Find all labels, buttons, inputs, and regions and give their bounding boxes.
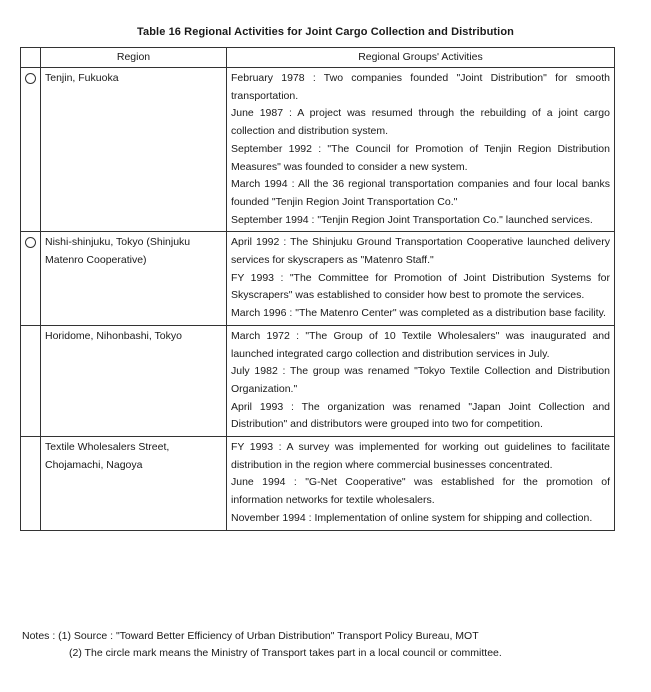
activity-date: April 1992 : xyxy=(231,236,287,249)
mark-cell xyxy=(21,325,41,436)
activity-entry xyxy=(231,439,610,474)
mark-cell xyxy=(21,232,41,326)
activity-text: "The Committee for Promotion of Joint Distribution Systems for Skyscrapers" was established to consider how best to promote the services. xyxy=(231,271,610,302)
activity-date: March 1994 : xyxy=(231,178,295,191)
activity-text: "The Group of 10 Textile Wholesalers" was inaugurated and launched integrated cargo collection and distribution services in July. xyxy=(231,329,610,360)
activity-date: April 1993 : xyxy=(231,400,294,413)
note-source: Notes : (1) Source : "Toward Better Efficiency of Urban Distribution" Transport Policy Bureau, MOT xyxy=(22,630,479,642)
activity-date: February 1978 : xyxy=(231,72,316,84)
activity-date: September 1992 : xyxy=(231,142,322,155)
activity-text: "Tenjin Region Joint Transportation Co." launched services. xyxy=(314,213,593,226)
activity-text: "The Council for Promotion of Tenjin Region Distribution Measures" was founded to consider a new system. xyxy=(231,142,610,173)
activity-date: November 1994 : xyxy=(231,511,312,524)
activity-text: The Shinjuku Ground Transportation Cooperative launched delivery services for skyscrapers as "Matenro Staff." xyxy=(231,236,610,267)
activity-entry xyxy=(231,363,610,398)
activity-text: Two companies founded "Joint Distribution" for smooth transportation. xyxy=(231,72,610,102)
table-body xyxy=(21,68,615,531)
activity-text: A project was resumed through the rebuilding of a joint cargo collection and distribution system. xyxy=(231,107,610,138)
activities-cell xyxy=(227,325,615,436)
circle-mark-icon xyxy=(25,73,36,84)
activity-text: Implementation of online system for shipping and collection. xyxy=(311,511,593,524)
table-row xyxy=(21,232,615,326)
activity-entry xyxy=(231,510,610,528)
activity-entry xyxy=(231,141,610,176)
activity-entry xyxy=(231,305,610,323)
activities-cell xyxy=(227,232,615,326)
mark-cell xyxy=(21,68,41,232)
activity-text: "The Matenro Center" was completed as a distribution base facility. xyxy=(292,307,606,320)
activity-entry xyxy=(231,474,610,509)
activities-cell xyxy=(227,437,615,531)
activity-date: June 1987 : xyxy=(231,107,292,120)
activity-text: All the 36 regional transportation companies and four local banks founded "Tenjin Region Joint Transportation Co." xyxy=(231,178,610,208)
activity-entry xyxy=(231,212,610,230)
activities-header: Regional Groups' Activities xyxy=(227,48,615,68)
note-circle-mark: (2) The circle mark means the Ministry of Transport takes part in a local council or committee. xyxy=(69,647,502,659)
circle-mark-icon xyxy=(25,237,36,248)
activity-text: The organization was renamed "Japan Joint Collection and Distribution" and distributors were grouped into two for competition. xyxy=(231,400,610,431)
activity-entry xyxy=(231,176,610,211)
activity-date: June 1994 : xyxy=(231,476,297,489)
activity-entry xyxy=(231,234,610,269)
activity-date: March 1972 : xyxy=(231,329,300,342)
activity-entry xyxy=(231,270,610,305)
activity-text: "G-Net Cooperative" was established for the promotion of information networks for textile wholesalers. xyxy=(231,476,610,507)
region-cell: Textile Wholesalers Street, Chojamachi, Nagoya xyxy=(41,437,227,531)
mark-cell xyxy=(21,437,41,531)
activity-entry xyxy=(231,399,610,434)
activity-date: July 1982 : xyxy=(231,365,286,378)
activity-entry xyxy=(231,328,610,363)
activity-date: FY 1993 : xyxy=(231,271,284,284)
table-row xyxy=(21,68,615,232)
activity-date: September 1994 : xyxy=(231,213,315,226)
table-row xyxy=(21,437,615,531)
activity-date: FY 1993 : xyxy=(231,441,282,454)
region-header: Region xyxy=(41,48,227,68)
activities-cell xyxy=(227,68,615,232)
table-header-row xyxy=(21,48,615,68)
region-cell: Tenjin, Fukuoka xyxy=(41,68,227,232)
activity-entry xyxy=(231,105,610,140)
activity-text: The group was renamed "Tokyo Textile Collection and Distribution Organization." xyxy=(231,365,610,395)
activity-text: A survey was implemented for working out guidelines to facilitate distribution in the region where commercial businesses concentrated. xyxy=(231,441,610,471)
table-row xyxy=(21,325,615,436)
table-notes xyxy=(22,628,632,662)
mark-header xyxy=(21,48,41,68)
region-cell: Horidome, Nihonbashi, Tokyo xyxy=(41,325,227,436)
regional-activities-table xyxy=(20,47,615,531)
activity-entry xyxy=(231,70,610,105)
region-cell: Nishi-shinjuku, Tokyo (Shinjuku Matenro Cooperative) xyxy=(41,232,227,326)
table-title: Table 16 Regional Activities for Joint Cargo Collection and Distribution xyxy=(137,26,514,38)
activity-date: March 1996 : xyxy=(231,307,293,320)
